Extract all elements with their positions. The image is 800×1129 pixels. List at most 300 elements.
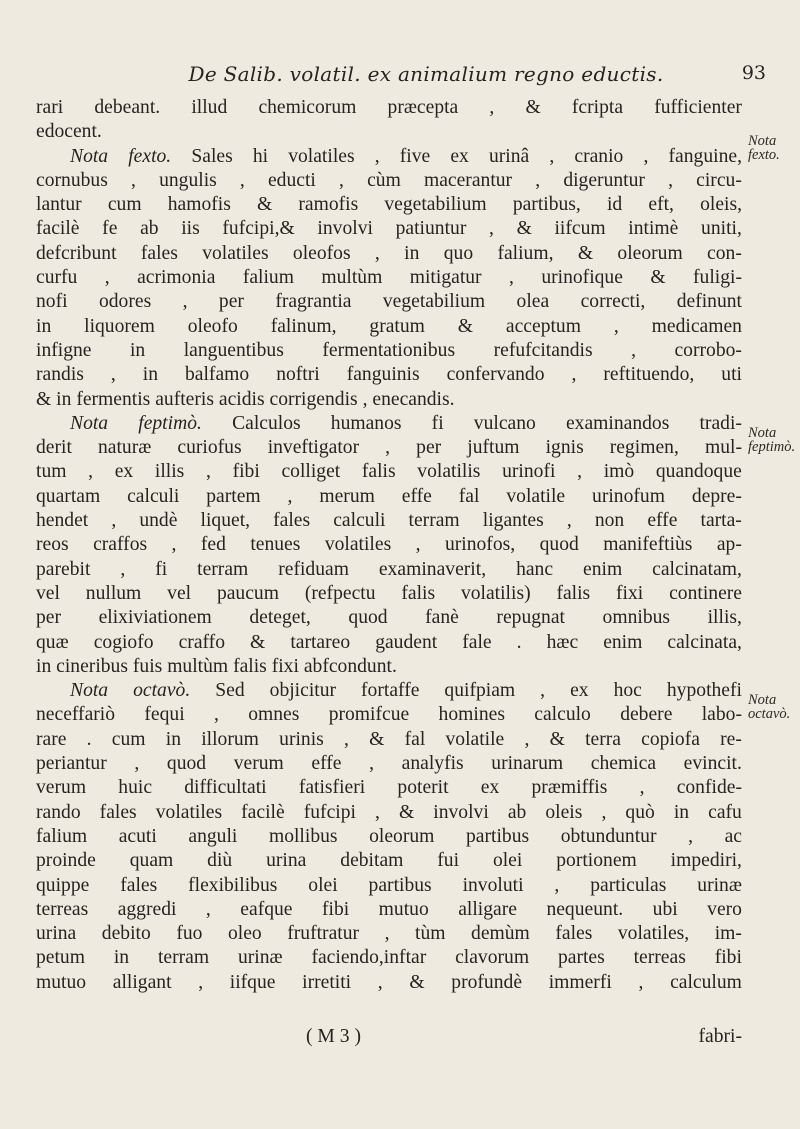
word: volatiles	[324, 534, 392, 556]
word: irretiti	[302, 971, 352, 993]
word: ex	[450, 145, 469, 167]
word: falium,	[497, 242, 554, 264]
word: promifcue	[328, 704, 410, 726]
word: alligare	[458, 898, 517, 920]
word: rari	[36, 97, 64, 118]
word: illis,	[707, 607, 742, 629]
text-line	[36, 315, 742, 339]
word: liquet,	[200, 510, 251, 532]
word: fi	[155, 558, 168, 580]
word: rando	[36, 801, 81, 823]
word: parebit	[36, 558, 91, 580]
word: hypothefi	[666, 680, 742, 702]
word: mitigatur	[409, 267, 482, 289]
word: urinis	[279, 728, 324, 750]
word: examinaverit,	[378, 558, 487, 580]
word: falinum,	[270, 315, 337, 337]
word: ab	[507, 801, 527, 823]
word: tenues	[250, 534, 301, 556]
word: oleis	[545, 801, 583, 823]
text-line	[36, 922, 742, 946]
word: quod	[166, 753, 207, 775]
word: multùm	[321, 267, 383, 289]
word: volatilis)	[460, 582, 531, 604]
word: faciendo,inftar	[311, 947, 427, 969]
word: in	[404, 242, 420, 264]
word: petum	[36, 947, 85, 969]
word: confide-	[676, 777, 742, 799]
word: imò	[603, 461, 635, 483]
word: &	[516, 218, 532, 240]
text-line	[36, 509, 742, 533]
word: objicitur	[269, 680, 337, 702]
word: periantur	[36, 753, 107, 775]
margin-note-line: Nota	[748, 425, 777, 441]
word: nofi	[36, 291, 68, 313]
word: urina	[266, 850, 307, 872]
word: quod	[348, 607, 388, 629]
word: ,	[549, 145, 555, 167]
word: fragrantia	[275, 291, 352, 313]
word: &	[256, 194, 273, 216]
word: cum	[111, 728, 146, 750]
word: urinæ	[697, 874, 742, 896]
word: humanos	[330, 412, 402, 434]
word: huic	[118, 777, 153, 799]
word: &	[549, 728, 565, 750]
word: fal	[458, 485, 480, 507]
word: &	[369, 728, 385, 750]
word: verum	[36, 777, 87, 799]
word: ,	[554, 874, 560, 896]
word: enecandis.	[372, 388, 455, 410]
word: cogiofo	[93, 631, 154, 653]
word: abfcondunt.	[303, 655, 397, 677]
word: nullum	[85, 582, 142, 604]
word: paucum	[216, 582, 279, 604]
text-line	[36, 582, 742, 606]
word: fales	[120, 874, 158, 896]
word: partibus,	[512, 194, 581, 216]
word: olei	[492, 850, 523, 872]
word: &	[398, 801, 415, 823]
word: cornubus	[36, 169, 108, 191]
word: hoc	[613, 680, 642, 702]
word: examinandos	[565, 412, 670, 434]
word: urinarum	[491, 753, 564, 775]
text-line	[36, 436, 742, 460]
word: in	[113, 947, 130, 969]
word: ,	[638, 971, 644, 993]
word: immerfi	[548, 971, 612, 993]
text-line	[36, 898, 742, 922]
word: urinæ	[237, 947, 283, 969]
word: ,	[524, 728, 530, 750]
word: enim	[583, 558, 623, 580]
word: neceffariò	[36, 704, 116, 726]
word: verum	[233, 753, 284, 775]
word: ,	[668, 169, 673, 191]
word: fufcipi	[303, 801, 356, 823]
word: tum	[36, 461, 67, 483]
word: edocent.	[36, 121, 102, 143]
word: juftum	[467, 437, 520, 459]
word: noftri	[276, 364, 320, 386]
text-line	[36, 193, 742, 217]
word: ,	[631, 339, 636, 361]
text-line	[36, 728, 742, 752]
word: ex	[480, 777, 500, 799]
word: vel	[167, 582, 192, 604]
word: ,	[375, 801, 380, 823]
text-line	[36, 412, 742, 436]
word: ,	[639, 777, 645, 799]
word: olei	[308, 874, 338, 896]
word: fe	[102, 218, 118, 240]
word: hamofis	[167, 194, 231, 216]
word: fuo	[176, 923, 203, 945]
word: oleorum	[617, 242, 683, 264]
word: clavorum	[455, 947, 530, 969]
word: fufcipi,&	[222, 218, 295, 240]
word: effe	[647, 510, 678, 532]
word: ,	[134, 753, 140, 775]
word: (refpectu	[304, 582, 376, 604]
word: deteget,	[249, 607, 311, 629]
word: elixiviationem	[98, 607, 212, 629]
word: illud	[191, 97, 228, 118]
word: ,	[205, 898, 211, 920]
word: ,	[110, 364, 116, 386]
word: debito	[101, 923, 151, 945]
word: ,	[104, 267, 110, 289]
text-line	[36, 533, 742, 557]
word: oleofos	[292, 242, 351, 264]
word: fatisfieri	[298, 777, 366, 799]
word: in	[56, 388, 72, 410]
word: partibus	[368, 874, 432, 896]
word: curiofus	[177, 437, 242, 459]
word: portionem	[556, 850, 637, 872]
word: fanguinis	[346, 364, 420, 386]
word: &	[250, 631, 266, 653]
word: labo-	[701, 704, 742, 726]
word: fed	[200, 534, 226, 556]
word: balfamo	[185, 364, 250, 386]
word: terreas	[633, 947, 686, 969]
word: chemica	[590, 753, 657, 775]
word: oleis,	[700, 194, 742, 216]
word: terreas	[36, 898, 89, 920]
word: homines	[438, 704, 505, 726]
word: urinâ	[488, 145, 530, 167]
word: facilè	[36, 218, 80, 240]
word: ac	[724, 825, 742, 847]
word: ,	[613, 315, 619, 337]
word: omnibus	[602, 607, 671, 629]
text-line	[36, 752, 742, 776]
word: circu-	[696, 169, 742, 191]
word: ,	[566, 510, 572, 532]
word: multùm	[167, 655, 229, 677]
word: confervando	[446, 364, 545, 386]
word: volatiles	[202, 242, 269, 264]
word: reftituendo,	[603, 364, 695, 386]
word: refufcitandis	[493, 339, 593, 361]
word: demùm	[471, 923, 530, 945]
word: fexto.	[128, 145, 172, 167]
margin-note-line: feptimò.	[748, 439, 796, 455]
word: ,	[213, 704, 219, 726]
text-line	[36, 801, 742, 825]
word: præmiffis	[531, 777, 608, 799]
word: ligantes	[482, 510, 544, 532]
word: iifcum	[554, 218, 606, 240]
word: quartam	[36, 485, 101, 507]
word: infigne	[36, 339, 92, 361]
word: derit	[36, 437, 72, 459]
page-number: 93	[741, 62, 766, 84]
word: ,	[509, 267, 514, 289]
word: difficultati	[184, 777, 267, 799]
word: effe	[401, 485, 432, 507]
running-title: De Salib. volatil. ex animalium regno eductis.	[188, 62, 664, 86]
word: liquorem	[84, 315, 155, 337]
word: mutuo	[36, 971, 87, 993]
word: calcinata,	[667, 631, 742, 653]
word: acceptum	[505, 315, 581, 337]
word: intimè	[628, 218, 679, 240]
word: digeruntur	[563, 169, 645, 191]
word: cineribus	[56, 655, 128, 677]
word: quippe	[36, 874, 90, 896]
word: eafque	[240, 898, 293, 920]
word: calculum	[670, 971, 742, 993]
word: calculi	[333, 510, 386, 532]
text-line	[36, 703, 742, 727]
word: volatiles,	[617, 923, 690, 945]
word: ,	[171, 534, 177, 556]
word: falium	[242, 267, 294, 289]
word: acrimonia	[137, 267, 216, 289]
word: oleorum	[369, 825, 435, 847]
word: colliget	[281, 461, 341, 483]
word: cum	[107, 194, 142, 216]
word: acuti	[118, 825, 157, 847]
word: ab	[140, 218, 159, 240]
word: quifpiam	[444, 680, 516, 702]
word: ,	[540, 680, 546, 702]
word: vel	[36, 582, 60, 604]
word: calcinatam,	[652, 558, 742, 580]
word: ,	[384, 923, 390, 945]
word: fermentis	[76, 388, 151, 410]
text-line	[36, 363, 742, 387]
word: ungulis	[159, 169, 217, 191]
word: Nota	[70, 145, 109, 167]
text-line	[36, 825, 742, 849]
word: defcribunt	[36, 242, 117, 264]
text-line	[36, 485, 742, 509]
text-line	[36, 242, 742, 266]
word: fales	[555, 923, 593, 945]
word: iifque	[229, 971, 276, 993]
word: terra	[585, 728, 621, 750]
word: in	[36, 315, 52, 337]
word: ,	[601, 801, 607, 823]
word: tùm	[415, 923, 446, 945]
word: acidis	[218, 388, 265, 410]
word: quam	[129, 850, 174, 872]
word: calculi	[127, 485, 180, 507]
word: ,	[374, 145, 380, 167]
text-line	[36, 849, 742, 873]
word: ,	[377, 971, 383, 993]
word: hanc	[516, 558, 554, 580]
word: definunt	[676, 291, 742, 313]
word: Calculos	[232, 412, 301, 434]
word: oleofo	[187, 315, 238, 337]
page-footer	[36, 1026, 742, 1052]
margin-note-septimo	[748, 426, 800, 454]
word: facilè	[241, 801, 285, 823]
word: urinofique	[541, 267, 623, 289]
word: hæc	[546, 631, 579, 653]
word: ,	[535, 169, 541, 191]
word: in	[673, 801, 690, 823]
word: Nota	[70, 680, 109, 702]
word: urinofi	[502, 461, 556, 483]
word: ,	[287, 485, 293, 507]
word: ignis	[545, 437, 584, 459]
word: ,	[577, 461, 583, 483]
word: ,	[88, 461, 94, 483]
word: correcti,	[580, 291, 646, 313]
word: fibi	[232, 461, 260, 483]
word: tradi-	[699, 412, 742, 434]
word: per	[36, 607, 62, 629]
word: fufficienter	[654, 97, 742, 118]
word: ,	[205, 461, 211, 483]
word: fequi	[144, 704, 185, 726]
word: falium	[36, 825, 88, 847]
text-line	[36, 290, 742, 314]
word: terram	[157, 947, 210, 969]
word: ramofis	[298, 194, 359, 216]
text-line	[36, 946, 742, 970]
word: re-	[720, 728, 742, 750]
word: debitam	[340, 850, 404, 872]
word: copiofa	[641, 728, 700, 750]
word: obtunduntur	[560, 825, 657, 847]
word: urinofos,	[444, 534, 516, 556]
word: ,	[374, 242, 380, 264]
word: olea	[516, 291, 550, 313]
word: non	[594, 510, 625, 532]
text-line	[36, 874, 742, 898]
word: urina	[36, 923, 77, 945]
word: quò	[625, 801, 655, 823]
text-line	[36, 655, 742, 679]
word: ,	[489, 97, 495, 118]
word: volatile	[445, 728, 505, 750]
word: fcripta	[571, 97, 624, 118]
word: ,	[369, 753, 375, 775]
word: &	[36, 388, 52, 410]
word: rare	[36, 728, 67, 750]
word: ,	[362, 388, 368, 410]
word: diù	[207, 850, 233, 872]
word: iis	[181, 218, 200, 240]
word: macerantur	[423, 169, 513, 191]
word: fuligi-	[693, 267, 742, 289]
word: fanguine,	[668, 145, 742, 167]
word: eft,	[648, 194, 674, 216]
word: effe	[311, 753, 342, 775]
word: merum	[319, 485, 375, 507]
word: tarta-	[700, 510, 742, 532]
word: ,	[131, 169, 136, 191]
word: quandoque	[655, 461, 742, 483]
word: proinde	[36, 850, 96, 872]
word: ,	[344, 728, 349, 750]
word: vegetabilium	[384, 194, 487, 216]
word: languentibus	[183, 339, 284, 361]
text-line	[36, 120, 742, 144]
word: ,	[111, 510, 117, 532]
word: .	[516, 631, 522, 653]
catchword: fabri-	[698, 1026, 742, 1047]
word: continere	[669, 582, 742, 604]
word: &	[577, 242, 594, 264]
word: ubi	[652, 898, 678, 920]
margin-note-line: fexto.	[748, 147, 780, 163]
word: uniti,	[701, 218, 742, 240]
margin-note-octavo	[748, 693, 800, 721]
word: fixi	[616, 582, 644, 604]
word: fales	[273, 510, 311, 532]
word: ex	[570, 680, 589, 702]
word: mollibus	[268, 825, 338, 847]
word: ,	[198, 971, 204, 993]
word: hi	[252, 145, 269, 167]
word: fibi	[321, 898, 350, 920]
word: omnes	[248, 704, 300, 726]
margin-note-line: Nota	[748, 133, 777, 149]
word: falis	[556, 582, 591, 604]
word: ,	[571, 364, 577, 386]
word: partes	[557, 947, 605, 969]
word: per	[416, 437, 442, 459]
word: tartareo	[290, 631, 351, 653]
word: curfu	[36, 267, 78, 289]
word: Sales	[191, 145, 233, 167]
word: fui	[437, 850, 460, 872]
word: &	[457, 315, 474, 337]
word: poterit	[397, 777, 449, 799]
word: analyfis	[401, 753, 464, 775]
word: educti	[267, 169, 316, 191]
word: alligant	[112, 971, 172, 993]
word: in	[36, 655, 52, 677]
text-line	[36, 631, 742, 655]
word: corrobo-	[674, 339, 742, 361]
word: involvi	[317, 218, 373, 240]
word: hendet	[36, 510, 89, 532]
word: quo	[443, 242, 474, 264]
word: .	[86, 728, 92, 750]
word: inveftigator	[267, 437, 360, 459]
